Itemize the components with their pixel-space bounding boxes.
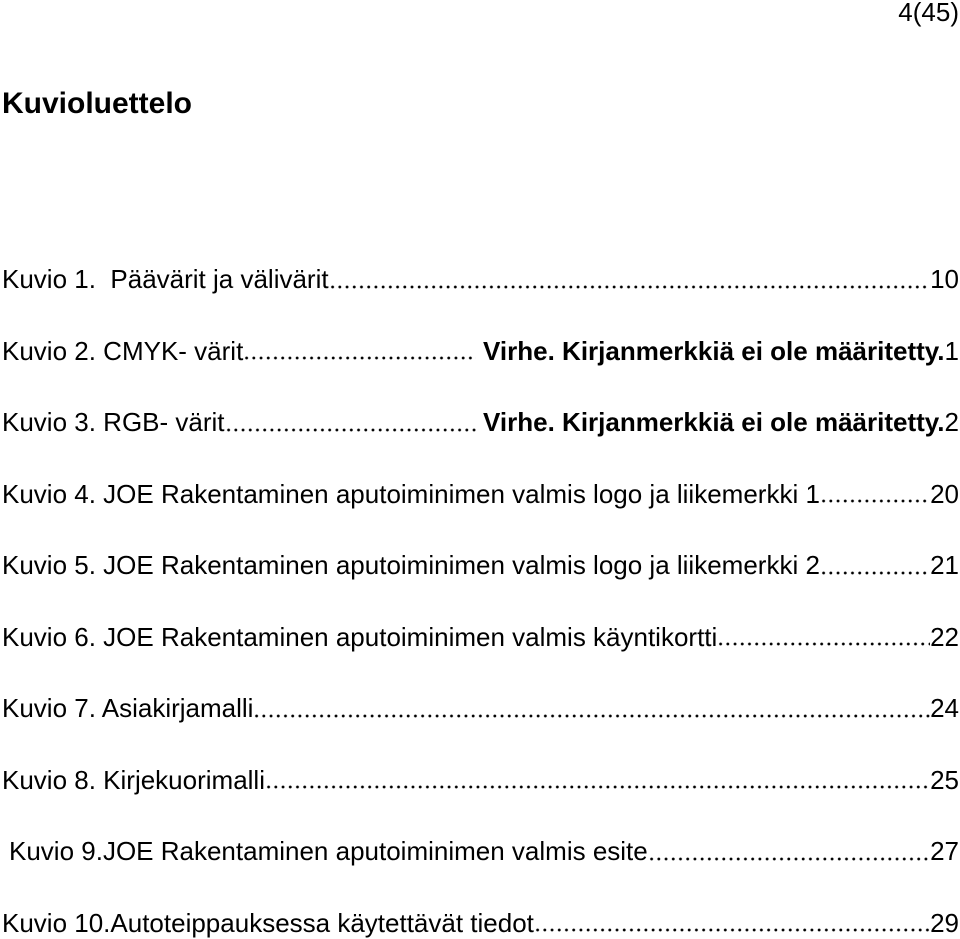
bookmark-error-text: Virhe. Kirjanmerkkiä ei ole määritetty. — [483, 407, 945, 437]
dot-leader — [820, 550, 930, 580]
figure-list-entry[interactable] — [2, 693, 959, 723]
figure-list-entry[interactable] — [2, 550, 959, 580]
figure-entry-title: Kuvio 10.Autoteippauksessa käytettävät tiedot — [2, 907, 534, 938]
dot-leader — [265, 765, 930, 795]
figure-entry-page-number: 21 — [930, 550, 959, 580]
figure-list-entry[interactable] — [2, 407, 959, 437]
figure-list-entry[interactable] — [2, 336, 959, 366]
figure-entry-page-number: 24 — [930, 693, 959, 723]
figure-entry-title: Kuvio 3. RGB- värit — [2, 407, 225, 437]
figure-list-entry[interactable] — [2, 908, 959, 938]
figure-list — [2, 264, 959, 938]
figure-entry-page-number: 1 — [944, 335, 959, 366]
figure-list-entry[interactable] — [2, 765, 959, 795]
figure-entry-title: Kuvio 2. CMYK- värit — [2, 335, 244, 366]
figure-entry-page-number: 20 — [930, 478, 959, 509]
figure-list-entry[interactable] — [2, 264, 959, 294]
figure-list-entry[interactable] — [2, 836, 959, 866]
figure-entry-title: Kuvio 4. JOE Rakentaminen aputoiminimen valmis logo ja liikemerkki 1 — [2, 478, 820, 509]
figure-list-entry[interactable] — [2, 622, 959, 652]
figure-entry-page-number: 10 — [930, 264, 959, 294]
figure-entry-title: Kuvio 1. Päävärit ja välivärit — [2, 264, 329, 294]
bookmark-error-text: Virhe. Kirjanmerkkiä ei ole määritetty. — [483, 335, 945, 366]
figure-entry-page-number: 25 — [930, 764, 959, 795]
dot-leader — [243, 336, 476, 366]
dot-leader — [717, 622, 930, 652]
figure-entry-title: Kuvio 9.JOE Rakentaminen aputoiminimen valmis esite — [9, 836, 648, 866]
figure-entry-page-number: 27 — [930, 836, 959, 866]
figure-entry-title: Kuvio 7. Asiakirjamalli — [2, 693, 254, 723]
dot-leader — [820, 479, 930, 509]
dot-leader — [225, 407, 477, 437]
figure-entry-title: Kuvio 5. JOE Rakentaminen aputoiminimen valmis logo ja liikemerkki 2 — [2, 550, 820, 580]
figure-entry-page-number: 22 — [930, 621, 959, 652]
dot-leader — [534, 908, 930, 938]
page-number: 4(45) — [898, 0, 959, 27]
figure-list-entry[interactable] — [2, 479, 959, 509]
figure-entry-title: Kuvio 6. JOE Rakentaminen aputoiminimen valmis käyntikortti — [2, 621, 718, 652]
figure-entry-title: Kuvio 8. Kirjekuorimalli — [2, 764, 265, 795]
figure-entry-page-number: 2 — [944, 407, 959, 437]
dot-leader — [329, 264, 930, 294]
dot-leader — [648, 836, 930, 866]
figure-entry-page-number: 29 — [930, 907, 959, 938]
list-of-figures-heading: Kuvioluettelo — [2, 87, 193, 120]
dot-leader — [253, 693, 930, 723]
